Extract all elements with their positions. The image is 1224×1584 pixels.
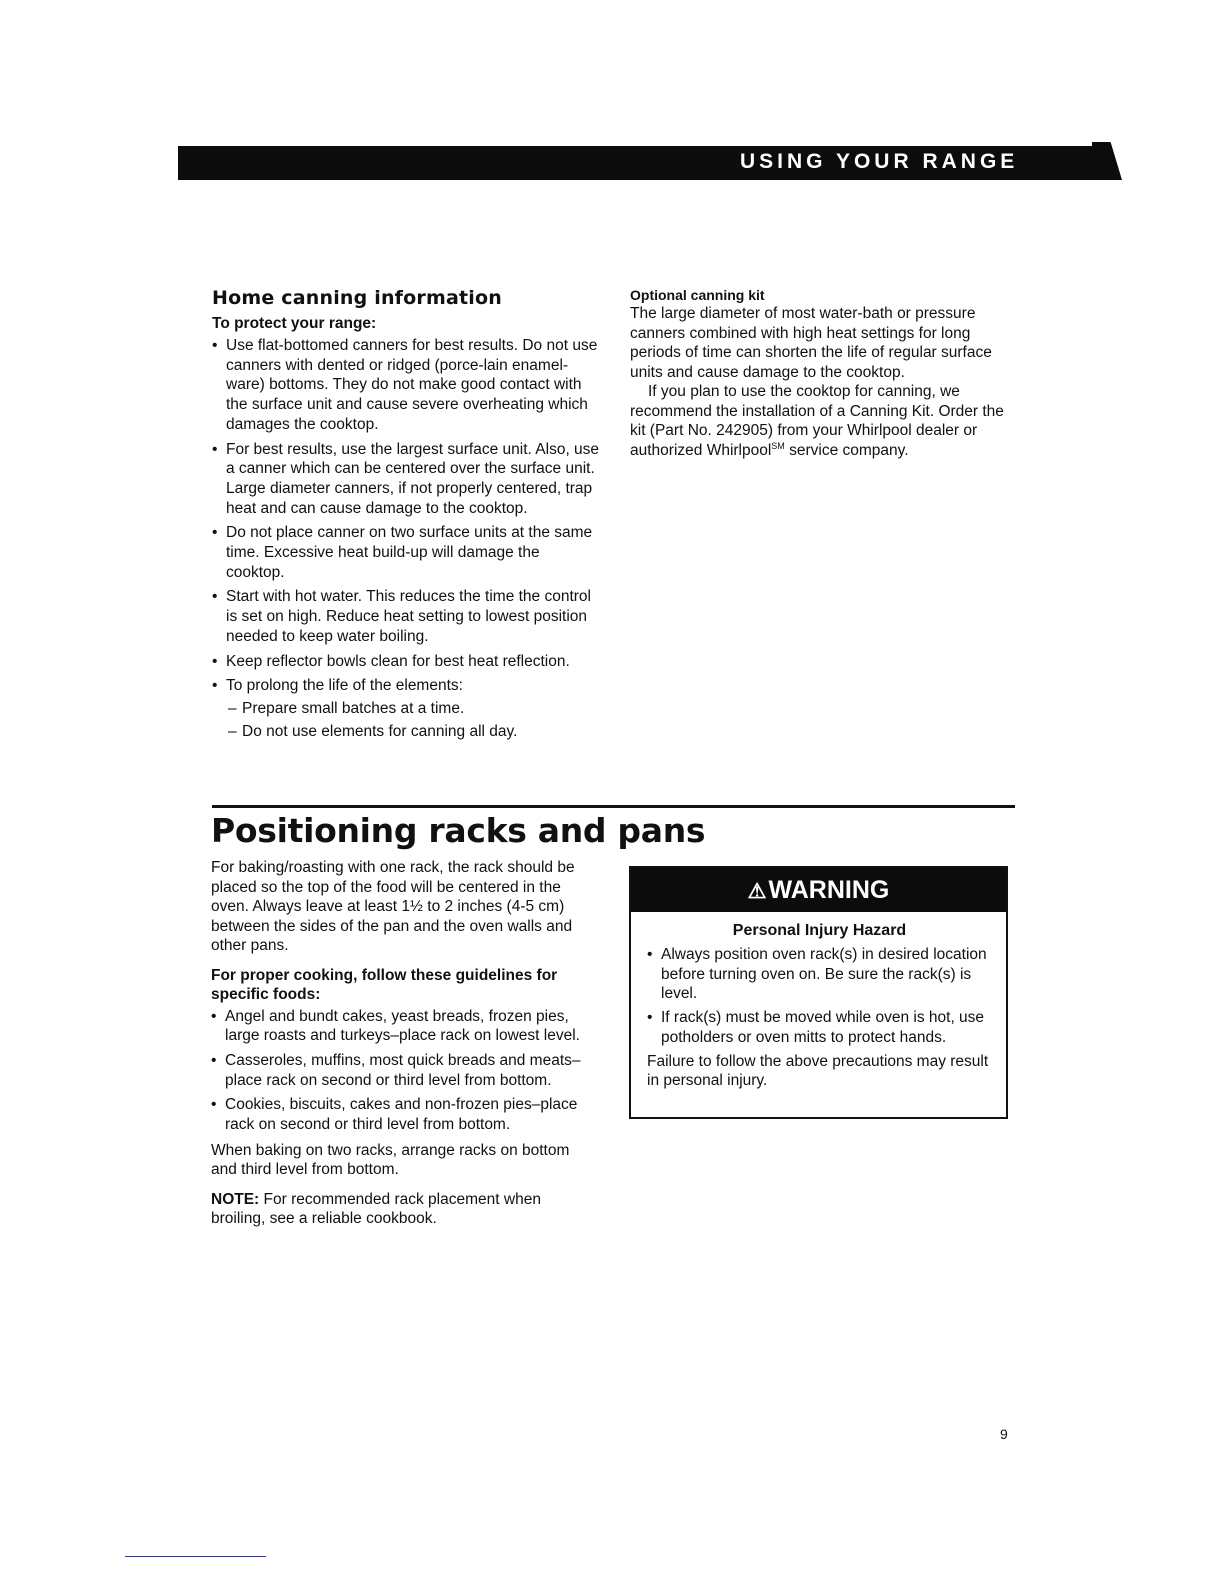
canning-heading: Home canning information [212,287,502,309]
canning-bullet-list [212,336,600,741]
warning-banner [631,868,1006,912]
racks-bullet-list [211,1007,596,1135]
protect-range-subheading: To protect your range: [212,315,377,332]
warning-subtitle: Personal Injury Hazard [732,922,907,939]
canning-bullet-prolong [212,676,600,741]
canning-sub-item: – Do not use elements for canning all day. [226,722,600,742]
warning-triangle-icon: ⚠ [747,880,767,903]
warning-content [631,912,1006,1091]
racks-intro: For baking/roasting with one rack, the rack should be placed so the top of the food will be centered in the oven. Always leave at least 1½ to 2 inches (4-5 cm) between the sides of the pan and the oven walls and other pans. [211,859,575,954]
racks-section [211,858,596,1233]
racks-guidelines-heading: For proper cooking, follow these guidelines for specific foods: [211,966,558,1003]
section-header-tab-corner [1092,142,1122,180]
racks-bullet: • Casseroles, muffins, most quick breads and meats–place rack on second or third level from bottom. [211,1051,596,1090]
note-text: For recommended rack placement when broiling, see a reliable cookbook. [211,1190,541,1228]
racks-bullet: • Cookies, biscuits, cakes and non-frozen pies–place rack on second or third level from bottom. [211,1095,596,1134]
page-number: 9 [1000,1426,1008,1442]
canning-kit-paragraph: The large diameter of most water-bath or pressure canners combined with high heat settings for long periods of time can shorten the life of regular surface units and cause damage to the cooktop. [630,305,992,381]
section-header-title: USING YOUR RANGE [740,150,1019,173]
canning-bullet: • Start with hot water. This reduces the time the control is set on high. Reduce heat setting to lowest position needed to keep water boiling. [212,587,600,646]
canning-kit-order-end: service company. [789,441,909,459]
service-mark: SM [771,440,785,451]
canning-kit-heading: Optional canning kit [630,287,765,303]
warning-box [629,866,1008,1119]
warning-bullet: • If rack(s) must be moved while oven is hot, use potholders or oven mitts to protect hands. [647,1008,992,1047]
warning-label: WARNING [768,876,890,904]
racks-note [211,1190,596,1229]
canning-section [212,287,600,746]
racks-bullet: • Angel and bundt cakes, yeast breads, frozen pies, large roasts and turkeys–place rack on lowest level. [211,1007,596,1046]
section-divider [212,805,1015,808]
canning-kit-order-paragraph [630,382,1015,460]
racks-title: Positioning racks and pans [211,811,706,850]
canning-kit-section [630,287,1015,460]
canning-sub-item: – Prepare small batches at a time. [226,699,600,719]
note-label: NOTE: [211,1190,260,1208]
canning-bullet: • For best results, use the largest surface unit. Also, use a canner which can be centered over the surface unit. Large diameter canners, if not properly centered, trap heat and can cause damage to the cooktop. [212,440,600,519]
warning-footer: Failure to follow the above precautions may result in personal injury. [647,1052,989,1090]
warning-bullet: • Always position oven rack(s) in desired location before turning oven on. Be sure the rack(s) is level. [647,945,992,1004]
canning-bullet: • Use flat-bottomed canners for best results. Do not use canners with dented or ridged (porce-lain enamel-ware) bottoms. They do not make good contact with the surface unit and cause severe overheating which damages the cooktop. [212,336,600,435]
canning-bullet-text: To prolong the life of the elements: [226,677,463,695]
canning-sub-list [226,699,600,741]
footer-link-underline [125,1556,266,1557]
warning-bullet-list [647,945,992,1048]
canning-bullet: • Do not place canner on two surface units at the same time. Excessive heat build-up will damage the cooktop. [212,523,600,582]
canning-bullet: • Keep reflector bowls clean for best heat reflection. [212,652,600,672]
two-racks-paragraph: When baking on two racks, arrange racks on bottom and third level from bottom. [211,1141,570,1179]
canning-kit-order-text: If you plan to use the cooktop for canning, we recommend the installation of a Canning Kit. Order the kit (Part No. 242905) from your Whirlpool dealer or authorized Whirlpool [630,383,1004,459]
